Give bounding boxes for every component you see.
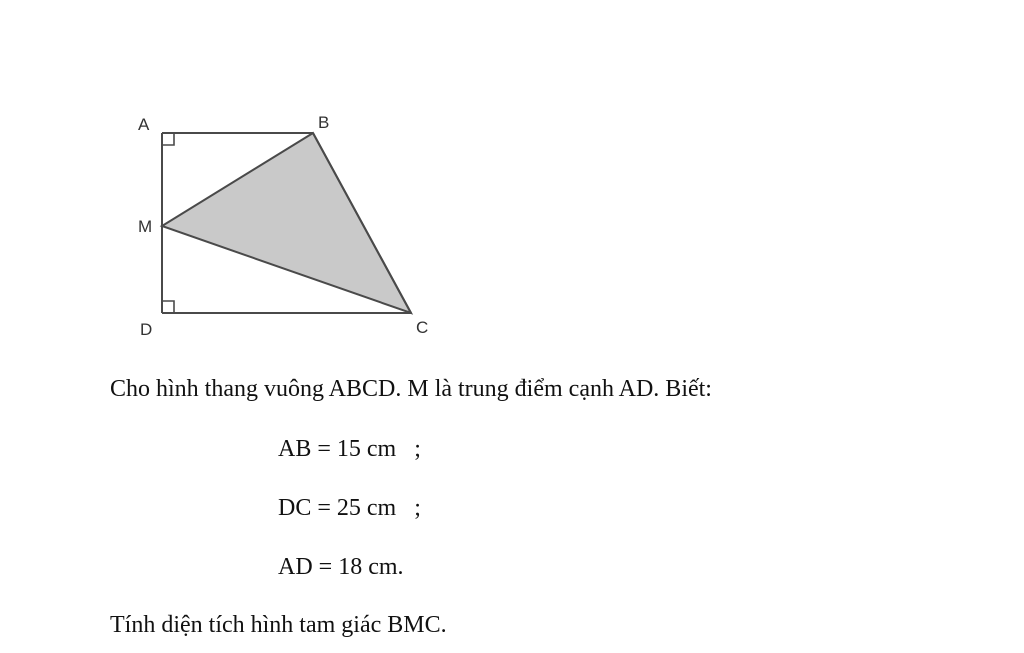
right-angle-marker-a: [162, 133, 174, 145]
vertex-label-d: D: [140, 320, 153, 339]
triangle-bmc-shaded: [162, 133, 411, 313]
right-angle-marker-d: [162, 301, 174, 313]
given-dc: DC = 25 cm ;: [278, 495, 421, 521]
vertex-label-a: A: [138, 115, 150, 134]
vertex-label-c: C: [416, 318, 429, 337]
vertex-label-m: M: [138, 217, 153, 236]
problem-intro: Cho hình thang vuông ABCD. M là trung điểm cạnh AD. Biết:: [110, 376, 712, 402]
vertex-label-b: B: [318, 113, 330, 132]
given-ad: AD = 18 cm.: [278, 554, 404, 580]
problem-question: Tính diện tích hình tam giác BMC.: [110, 612, 447, 638]
given-ab: AB = 15 cm ;: [278, 436, 421, 462]
